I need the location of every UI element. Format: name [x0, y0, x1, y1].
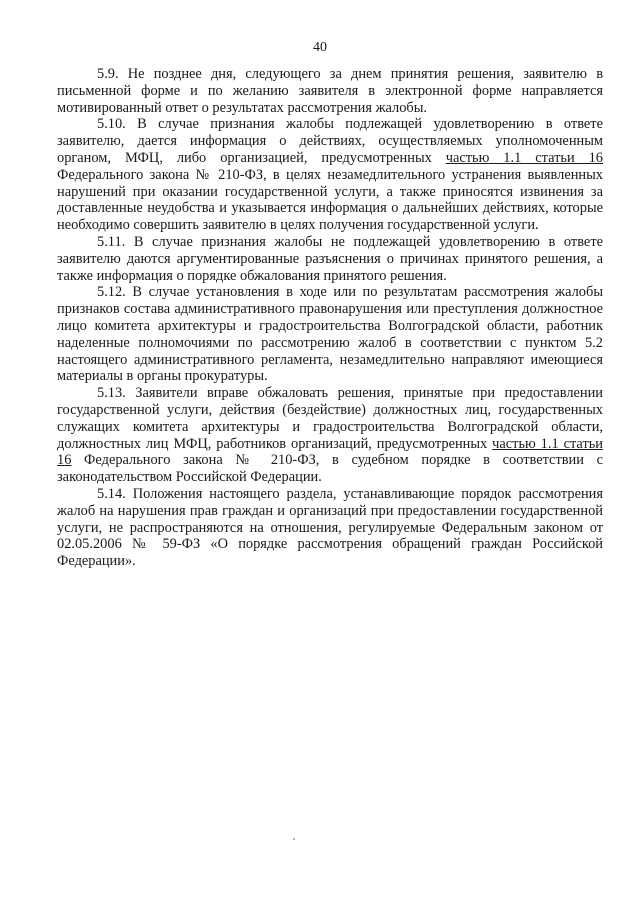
paragraph-text: 5.9. Не позднее дня, следующего за днем принятия решения, заявителю в письменной форме и по желанию заявителя в электронной форме направляется мотивированный ответ о результатах рассмотрения жалобы. [57, 66, 603, 116]
paragraph-text: 5.11. В случае признания жалобы не подлежащей удовлетворению в ответе заявителю даются аргументированные разъяснения о причинах принятого решения, а также информация о порядке обжалования принятого решения. [57, 233, 603, 284]
paragraph-5-13 [57, 385, 603, 486]
paragraph-text: 5.12. В случае установления в ходе или по результатам рассмотрения жалобы признаков состава административного правонарушения или преступления должностное лицо комитета архитектуры и градостроительства Волгоградской области, работник наделенные полномочиями по рассмотрению жалоб в соответствии с пунктом 5.2 настоящего административного регламента, незамедлительно направляют имеющиеся материалы в органы прокуратуры. [57, 284, 603, 385]
paragraph-text: Федерального закона № 210-ФЗ, в судебном порядке в соответствии с законодательством Российской Федерации. [57, 452, 603, 486]
paragraph-text: 5.10. В случае признания жалобы подлежащей удовлетворению в ответе заявителю, дается информация о действиях, осуществляемых уполномоченным органом, МФЦ, либо организацией, предусмотренных [57, 116, 603, 166]
paragraph-5-11 [57, 234, 603, 284]
scan-speck [293, 838, 295, 840]
paragraph-5-10 [57, 116, 603, 234]
paragraph-5-9 [57, 66, 603, 116]
paragraph-text: Федерального закона № 210-ФЗ, в целях незамедлительного устранения выявленных нарушений при оказании государственной услуги, а также приносятся извинения за доставленные неудобства и указывается информация о дальнейших действиях, которые необходимо совершить заявителю в целях получения государственной услуги. [57, 166, 603, 234]
law-reference-link: частью 1.1 статьи 16 [57, 435, 603, 469]
document-body [57, 66, 603, 570]
paragraph-text: 5.13. Заявители вправе обжаловать решения, принятые при предоставлении государственной услуги, действия (бездействие) должностных лиц, государственных служащих комитета архитектуры и градостроительства Волгоградской области, должностных лиц МФЦ, работников организаций, предусмотренных [57, 385, 603, 452]
paragraph-5-12 [57, 284, 603, 385]
law-reference-link: частью 1.1 статьи 16 [445, 149, 603, 166]
paragraph-text: 5.14. Положения настоящего раздела, устанавливающие порядок рассмотрения жалоб на нарушения прав граждан и организаций при предоставлении государственной услуги, не распространяются на отношения, регулируемые Федеральным законом от 02.05.2006 № 59-ФЗ «О порядке рассмотрения обращений граждан Российской Федерации». [57, 485, 603, 570]
paragraph-5-14 [57, 486, 603, 570]
page-number: 40 [313, 40, 327, 55]
